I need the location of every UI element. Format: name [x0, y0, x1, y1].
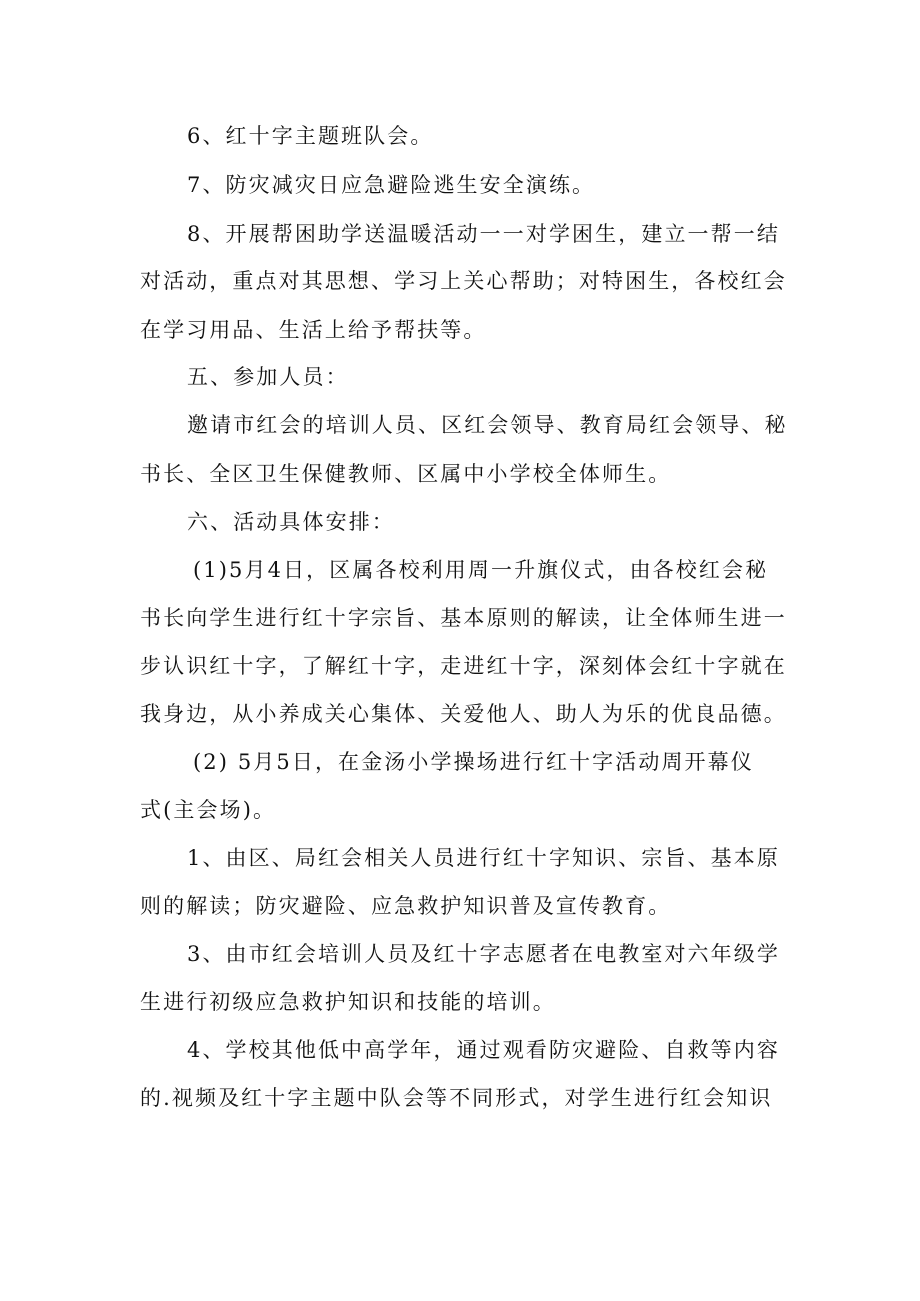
paragraph-line: 则的解读；防灾避险、应急救护知识普及宣传教育。: [140, 894, 672, 918]
paragraph-line: 3、由市红会培训人员及红十字志愿者在电教室对六年级学: [187, 942, 780, 966]
section-heading: 六、活动具体安排：: [187, 510, 395, 534]
paragraph-line: 对活动，重点对其思想、学习上关心帮助；对特困生，各校红会: [140, 269, 787, 293]
paragraph-line: 4、学校其他低中高学年，通过观看防灾避险、自救等内容: [187, 1038, 780, 1062]
paragraph-line: 我身边，从小养成关心集体、关爱他人、助人为乐的优良品德。: [140, 702, 787, 726]
paragraph-line: 书长向学生进行红十字宗旨、基本原则的解读，让全体师生进一: [140, 606, 787, 630]
paragraph-line: 步认识红十字，了解红十字，走进红十字，深刻体会红十字就在: [140, 654, 787, 678]
paragraph-line: (1)5月4日，区属各校利用周一升旗仪式，由各校红会秘: [193, 558, 769, 582]
paragraph-line: 生进行初级应急救护知识和技能的培训。: [140, 990, 556, 1014]
section-heading: 五、参加人员：: [187, 365, 349, 389]
paragraph-line: 7、防灾减灾日应急避险逃生安全演练。: [187, 173, 596, 197]
paragraph-line: 1、由区、局红会相关人员进行红十字知识、宗旨、基本原: [187, 846, 780, 870]
paragraph-line: (2) 5月5日，在金汤小学操场进行红十字活动周开幕仪: [193, 750, 754, 774]
paragraph-line: 8、开展帮困助学送温暖活动一一对学困生，建立一帮一结: [187, 222, 780, 246]
paragraph-line: 在学习用品、生活上给予帮扶等。: [140, 318, 487, 342]
paragraph-line: 邀请市红会的培训人员、区红会领导、教育局红会领导、秘: [187, 413, 788, 437]
paragraph-line: 的.视频及红十字主题中队会等不同形式，对学生进行红会知识: [140, 1086, 773, 1110]
paragraph-line: 6、红十字主题班队会。: [187, 124, 434, 148]
paragraph-line: 书长、全区卫生保健教师、区属中小学校全体师生。: [140, 462, 672, 486]
paragraph-line: 式(主会场)。: [140, 798, 277, 822]
